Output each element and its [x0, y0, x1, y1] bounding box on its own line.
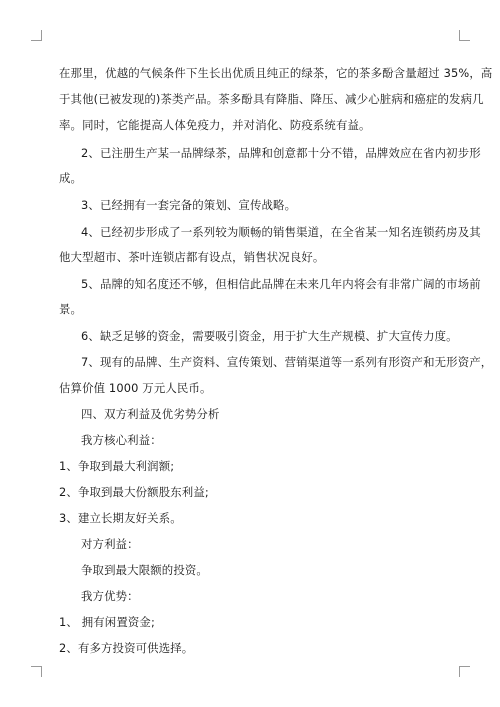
list-item-6: 6、缺乏足够的资金，需要吸引资金，用于扩大生产规模、扩大宣传力度。	[81, 329, 458, 343]
crop-mark-top-left	[31, 30, 42, 41]
list-item: 2、争取到最大份额股东利益;	[59, 485, 209, 499]
list-item: 3、建立长期友好关系。	[59, 511, 182, 525]
list-item-3: 3、已经拥有一套完备的策划、宣传战略。	[81, 198, 297, 212]
list-item: 1、争取到最大利润额;	[59, 459, 175, 473]
crop-mark-top-right	[459, 30, 470, 41]
crop-mark-bottom-right	[459, 666, 470, 677]
paragraph-line: 争取到最大限额的投资。	[81, 563, 208, 577]
section-heading: 四、双方利益及优劣势分析	[81, 407, 220, 421]
list-item-2-line: 2、已注册生产某一品牌绿茶，品牌和创意都十分不错，品牌效应在省内初步形	[81, 146, 481, 160]
list-item-5-line: 5、品牌的知名度还不够，但相信此品牌在未来几年内将会有非常广阔的市场前	[81, 277, 481, 291]
list-item-7-line: 估算价值 1000 万元人民币。	[59, 381, 212, 395]
list-item: 1、 拥有闲置资金;	[59, 615, 155, 629]
list-item-2-line: 成。	[59, 171, 83, 185]
list-item: 2、有多方投资可供选择。	[59, 641, 194, 655]
list-item-5-line: 景。	[59, 302, 83, 316]
subheading-core-interest: 我方核心利益：	[81, 433, 162, 447]
subheading-advantage: 我方优势：	[81, 589, 139, 603]
list-item-4-line: 他大型超市、茶叶连锁店都有设点，销售状况良好。	[59, 250, 325, 264]
crop-mark-bottom-left	[31, 666, 42, 677]
paragraph-line: 率。同时，它能提高人体免疫力，并对消化、防疫系统有益。	[59, 118, 371, 132]
paragraph-line: 在那里，优越的气候条件下生长出优质且纯正的绿茶，它的茶多酚含量超过 35%，高	[59, 66, 493, 80]
list-item-7-line: 7、现有的品牌、生产资料、宣传策划、营销渠道等一系列有形资产和无形资产，	[81, 355, 493, 369]
paragraph-line: 于其他(已被发现的)茶类产品。茶多酚具有降脂、降压、减少心脏病和癌症的发病几	[59, 92, 484, 106]
subheading-other-interest: 对方利益：	[81, 537, 139, 551]
list-item-4-line: 4、已经初步形成了一系列较为顺畅的销售渠道，在全省某一知名连锁药房及其	[81, 225, 481, 239]
